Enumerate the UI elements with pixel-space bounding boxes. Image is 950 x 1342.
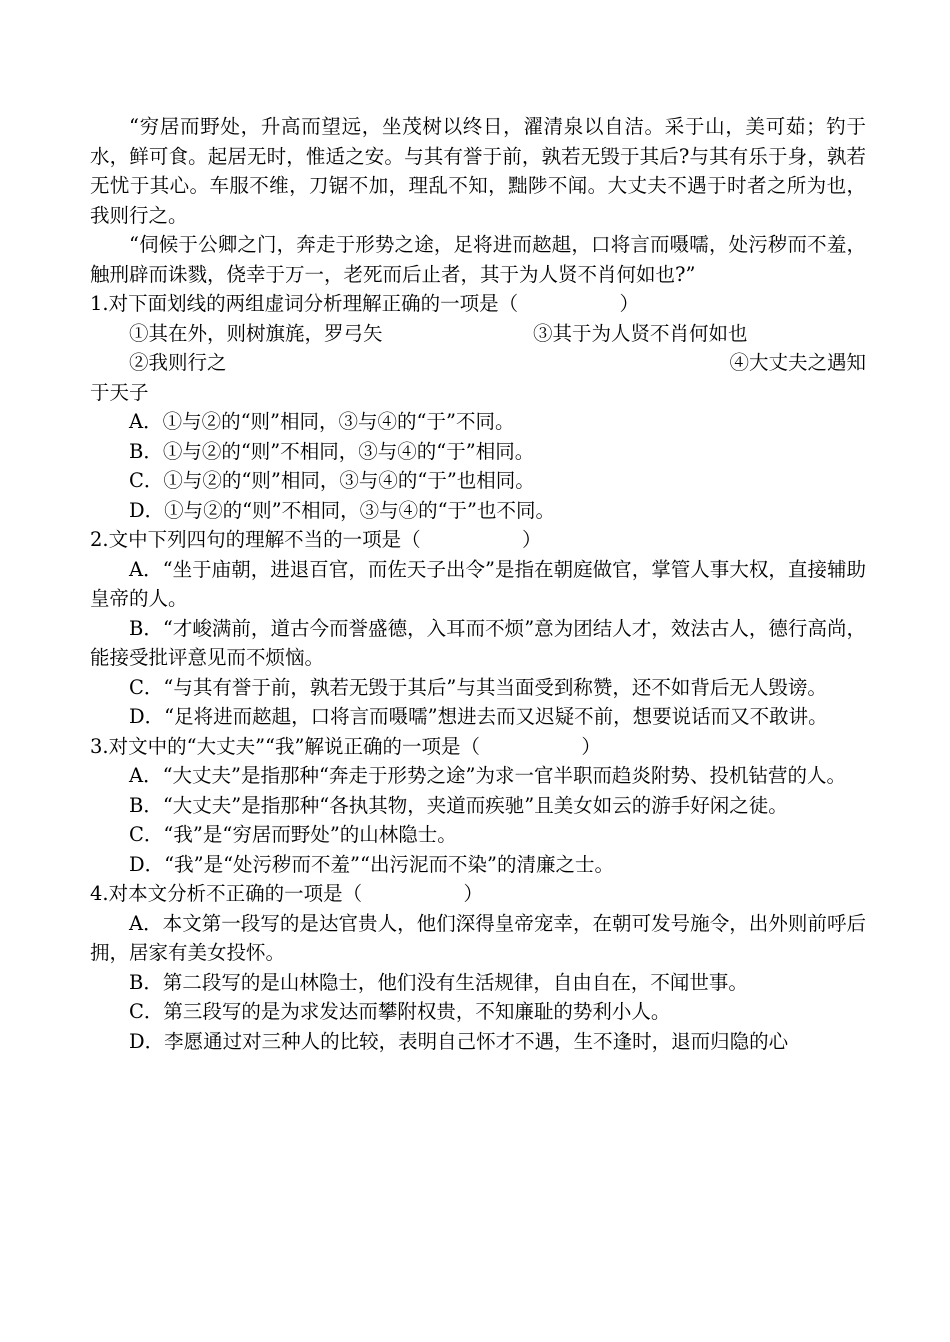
passage-paragraph-1: “穷居而野处，升高而望远，坐茂树以终日，濯清泉以自洁。采于山，美可茹；钓于水，鲜可食。起居无时，惟适之安。与其有誉于前，孰若无毁于其后?与其有乐于身，孰若无忧于其心。车服不维，刀锯不加，理乱不知，黜陟不闻。大丈夫不遇于时者之所为也，我则行之。	[90, 115, 866, 227]
option-c: C．“与其有誉于前，孰若无毁于其后”与其当面受到称赞，还不如背后无人毁谤。	[129, 675, 827, 699]
option-b: B．第二段写的是山林隐士，他们没有生活规律，自由自在，不闻世事。	[129, 970, 748, 994]
question-stem-text: 4.对本文分析不正确的一项是（	[90, 882, 363, 905]
option-d: D．李愿通过对三种人的比较，表明自己怀才不遇，生不逢时，退而归隐的心	[129, 1029, 789, 1053]
question-stem-text: 2.文中下列四句的理解不当的一项是（	[90, 528, 421, 551]
question-stem-text: 3.对文中的“大丈夫”“我”解说正确的一项是（	[90, 734, 480, 758]
question-stem-text: 1.对下面划线的两组虚词分析理解正确的一项是（	[90, 292, 519, 315]
question-2	[90, 525, 866, 732]
option-b: B．①与②的“则”不相同，③与④的“于”相同。	[129, 439, 535, 463]
sub-item-4-continuation: 于天子	[90, 380, 149, 404]
question-1	[90, 289, 866, 525]
question-stem-close: ）	[522, 528, 542, 551]
question-stem	[90, 879, 866, 909]
question-stem-close: ）	[581, 734, 601, 758]
option-d: D．“足将进而趑趄，口将言而嗫嚅”想进去而又迟疑不前，想要说话而又不敢讲。	[129, 705, 828, 728]
option-a: A．“大丈夫”是指那种“奔走于形势之途”为求一官半职而趋炎附势、投机钻营的人。	[129, 764, 846, 787]
option-c: C．①与②的“则”相同，③与④的“于”也相同。	[129, 469, 535, 492]
sub-items-row-2	[90, 348, 866, 378]
question-4	[90, 879, 866, 1056]
sub-item-1: ①其在外，则树旗旄，罗弓矢	[129, 321, 383, 345]
sub-item-3: ③其于为人贤不肖何如也	[533, 321, 748, 345]
question-stem	[90, 732, 866, 762]
option-d: D．“我”是“处污秽而不羞”“出污泥而不染”的清廉之士。	[129, 852, 614, 876]
sub-item-4: ④大丈夫之遇知	[729, 351, 866, 374]
option-b: B．“大丈夫”是指那种“各执其物，夹道而疾驰”且美女如云的游手好闲之徒。	[129, 793, 788, 817]
sub-items-row-1	[90, 319, 866, 349]
option-d: D．①与②的“则”不相同，③与④的“于”也不同。	[129, 498, 556, 522]
option-b: B．“才峻满前，道古今而誉盛德，入耳而不烦”意为团结人才，效法古人，德行高尚，能接受批评意见而不烦恼。	[90, 616, 866, 669]
option-c: C．“我”是“穷居而野处”的山林隐士。	[129, 823, 457, 846]
passage-paragraph-2: “伺候于公卿之门，奔走于形势之途，足将进而趑趄，口将言而嗫嚅，处污秽而不羞，触刑辟而诛戮，侥幸于万一，老死而后止者，其于为人贤不肖何如也?”	[90, 233, 866, 286]
sub-item-2: ②我则行之	[129, 351, 227, 374]
option-c: C．第三段写的是为求发达而攀附权贵，不知廉耻的势利小人。	[129, 1000, 671, 1023]
question-3	[90, 732, 866, 880]
option-a: A．“坐于庙朝，进退百官，而佐天子出令”是指在朝庭做官，掌管人事大权，直接辅助皇帝的人。	[90, 557, 866, 610]
option-a: A．①与②的“则”相同，③与④的“于”不同。	[129, 410, 515, 433]
document-page	[90, 112, 866, 1056]
question-stem-close: ）	[463, 882, 484, 905]
option-a: A．本文第一段写的是达官贵人，他们深得皇帝宠幸，在朝可发号施令，出外则前呼后拥，居家有美女投怀。	[90, 911, 866, 964]
question-stem	[90, 525, 866, 555]
question-stem	[90, 289, 866, 319]
question-stem-close: ）	[619, 292, 640, 315]
